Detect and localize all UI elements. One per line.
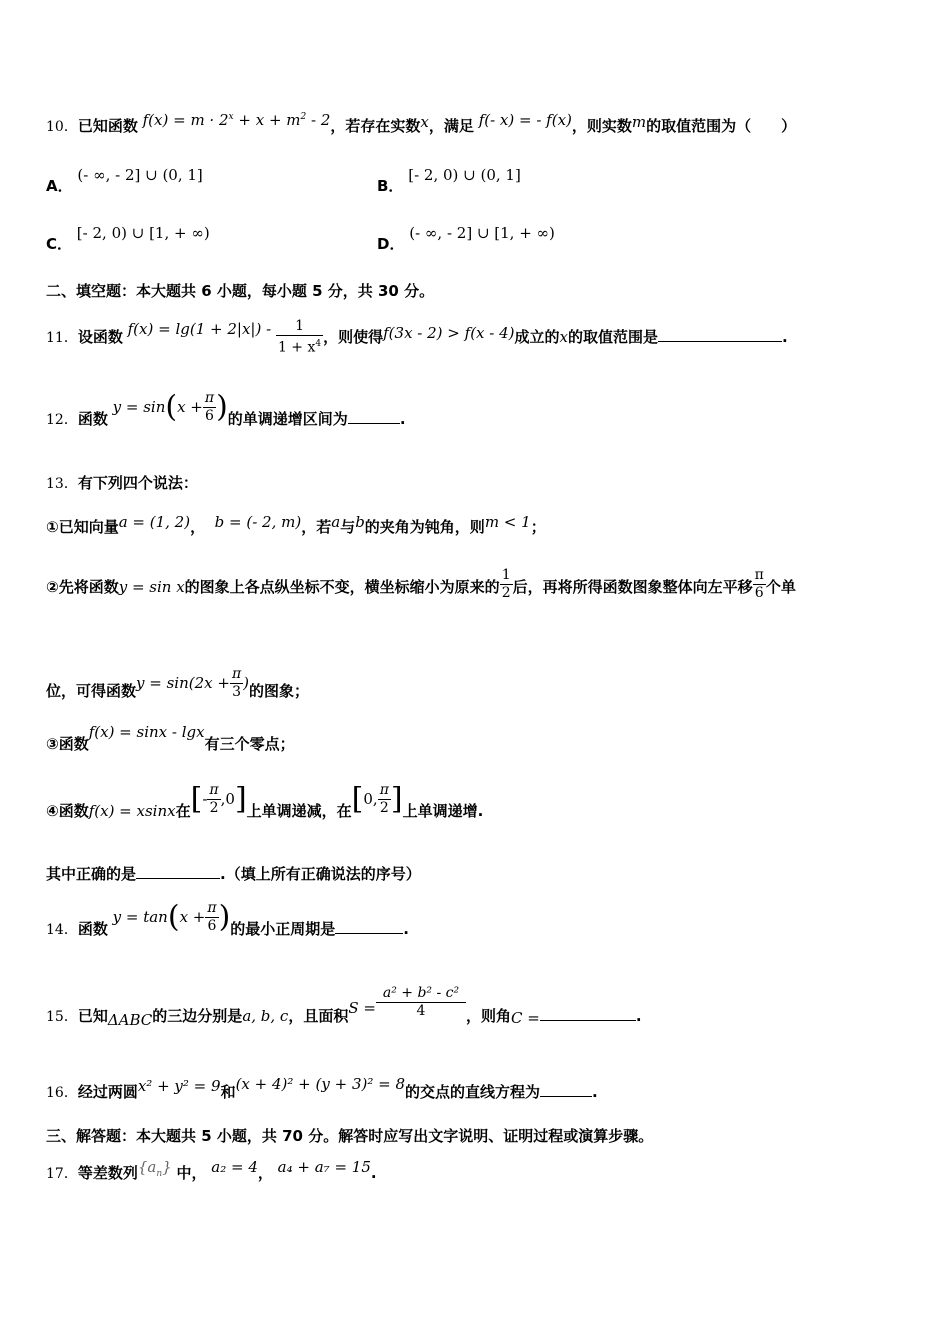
q12-arg: x + — [177, 398, 203, 416]
answer-blank[interactable] — [136, 864, 220, 879]
q11-text-2: ，则使得 — [323, 327, 384, 346]
option-c-label: C． — [46, 235, 73, 253]
option-b-label: B． — [377, 177, 404, 195]
s1-text-4: 的夹角为钝角，则 — [364, 518, 485, 536]
q16-text-2: 和 — [220, 1083, 236, 1101]
question-17 — [46, 1157, 377, 1184]
s1-text-3: 与 — [340, 518, 356, 536]
q15-text-2: 的三边分别是 — [152, 1007, 243, 1025]
q17-sequence: $\{a_n\}$ — [137, 1158, 172, 1179]
q11-text-3: 成立的 — [514, 327, 560, 346]
q12-function: y = sin — [112, 398, 166, 416]
q12-fraction: $\frac{\pi}{6}$ — [204, 390, 215, 424]
s3-function: f(x) = sinx - lgx — [88, 723, 205, 741]
q14-end: . — [403, 920, 409, 938]
q12-paren-open: ( — [165, 389, 178, 425]
question-number: 15． — [46, 1009, 78, 1025]
q10-function: $f(x) = m \cdot 2^x + x + m^2 - 2$ — [142, 111, 331, 129]
option-d-label: D． — [377, 235, 405, 253]
question-10 — [46, 113, 796, 137]
question-number: 14． — [46, 922, 78, 938]
q11-fraction: $\frac{1}{1 + x^4}$ — [277, 318, 322, 356]
q16-circle-2: (x + 4)² + (y + 3)² = 8 — [235, 1075, 405, 1093]
s1-vector-a: a = (1, 2) — [118, 513, 191, 531]
q12-text: 函数 — [77, 410, 108, 428]
question-number: 12． — [46, 412, 78, 428]
answer-blank[interactable] — [348, 409, 400, 424]
q11-text-4: 的取值范围是 — [567, 327, 658, 346]
option-d-value: (- ∞, - 2] ∪ [1, + ∞) — [409, 224, 555, 242]
s4-bracket-close: ] — [234, 781, 247, 817]
s2-fraction-pi3: $\frac{\pi}{3}$ — [231, 666, 242, 700]
answer-blank[interactable] — [540, 1082, 592, 1097]
q11-text: 设函数 — [77, 327, 123, 346]
q13-text: 有下列四个说法： — [77, 474, 198, 492]
s1-vector-b: b = (- 2, m) — [214, 513, 302, 531]
answer-blank[interactable] — [335, 919, 403, 934]
q13-prompt-2: .（填上所有正确说法的序号） — [220, 865, 421, 883]
s2-function: y = sin x — [118, 578, 185, 596]
question-number: 16． — [46, 1085, 78, 1101]
s4-minus: - — [202, 790, 208, 808]
q10-condition: f(- x) = - f(x) — [478, 111, 572, 129]
q15-angle: C = — [511, 1009, 540, 1027]
question-12 — [46, 389, 406, 428]
option-c[interactable] — [46, 222, 210, 253]
s2-text-2: 的图象上各点纵坐标不变，横坐标缩小为原来的 — [184, 578, 500, 596]
option-b[interactable] — [377, 164, 521, 195]
section-3-heading: 三、解答题：本大题共 5 小题，共 70 分。解答时应写出文字说明、证明过程或演算步骤。 — [46, 1127, 654, 1145]
question-number: 11． — [46, 329, 78, 346]
q15-triangle: ΔABC — [107, 1011, 153, 1029]
q14-arg: x + — [179, 908, 206, 926]
q11-function: f(x) = lg(1 + 2|x|) - — [127, 319, 272, 338]
q13-statement-4 — [46, 781, 484, 820]
q17-eq-2: a₄ + a₇ = 15 — [277, 1158, 371, 1176]
q16-end: . — [592, 1083, 598, 1101]
question-16 — [46, 1075, 598, 1101]
q15-text-4: ，则角 — [465, 1007, 511, 1025]
q13-statement-2 — [46, 567, 796, 602]
s4-zero-2: 0, — [363, 790, 378, 808]
s4-text-2: 在 — [175, 802, 191, 820]
q14-text-2: 的最小正周期是 — [230, 920, 336, 938]
q11-inequality: f(3x - 2) > f(x - 4) — [383, 323, 515, 342]
s2-paren: ) — [243, 674, 250, 692]
answer-blank[interactable] — [658, 327, 782, 342]
s1-text: ①已知向量 — [46, 518, 119, 536]
s4-fraction-1: $\frac{\pi}{2}$ — [209, 782, 219, 816]
s4-bracket-open: [ — [190, 781, 203, 817]
s4-text-4: 上单调递增. — [402, 802, 484, 820]
s4-bracket-close-2: ] — [390, 781, 403, 817]
s3-text: ③函数 — [46, 735, 89, 753]
q14-function: y = tan — [112, 908, 168, 926]
question-14 — [46, 899, 409, 938]
q17-eq-1: a₂ = 4 — [211, 1158, 258, 1176]
s2-text: ②先将函数 — [46, 578, 119, 596]
question-11 — [46, 318, 788, 357]
q14-text: 函数 — [77, 920, 108, 938]
s2-text-5: 位，可得函数 — [46, 682, 137, 700]
option-c-value: [- 2, 0) ∪ [1, + ∞) — [76, 224, 210, 242]
q13-question — [46, 864, 421, 884]
q10-var-m: m — [631, 113, 647, 131]
q14-fraction: $\frac{\pi}{6}$ — [207, 900, 217, 934]
s2-fraction-pi6: $\frac{\pi}{6}$ — [754, 567, 764, 601]
q10-var-x: x — [420, 113, 429, 131]
option-a[interactable] — [46, 164, 203, 195]
s1-var-b: b — [355, 513, 365, 531]
s4-text-3: 上单调递减，在 — [246, 802, 352, 820]
question-number: 13． — [46, 476, 78, 492]
s1-comma: ， — [190, 518, 206, 536]
s2-text-6: 的图象； — [249, 682, 310, 700]
s1-text-2: ，若 — [301, 518, 332, 536]
question-15 — [46, 985, 642, 1029]
question-13 — [46, 473, 198, 494]
s2-text-3: 后，再将所得函数图象整体向左平移 — [512, 578, 753, 596]
q15-text-3: ，且面积 — [288, 1007, 349, 1025]
q16-text: 经过两圆 — [77, 1083, 138, 1101]
question-number: 10． — [46, 119, 78, 135]
q10-text-4: ，则实数 — [571, 117, 632, 135]
q13-statement-3 — [46, 723, 295, 753]
s2-result-function: y = sin(2x + — [136, 674, 230, 692]
s1-condition: m < 1 — [484, 513, 531, 531]
option-d[interactable] — [377, 222, 555, 253]
s2-text-4: 个单 — [765, 578, 796, 596]
s2-fraction-half: $\frac{1}{2}$ — [501, 567, 511, 601]
q10-text-3: ，满足 — [428, 117, 474, 135]
q12-end: . — [399, 410, 406, 428]
q17-text: 等差数列 — [77, 1164, 138, 1182]
q13-statement-2-cont — [46, 666, 309, 701]
s1-end: ； — [530, 518, 546, 536]
q15-fraction: $\frac{\text{a² + b² - c²}}{4}$ — [376, 985, 466, 1020]
section-2-heading: 二、填空题：本大题共 6 小题，每小题 5 分，共 30 分。 — [46, 282, 435, 300]
answer-blank[interactable] — [540, 1006, 636, 1021]
q13-prompt: 其中正确的是 — [46, 865, 137, 883]
q17-end: . — [370, 1164, 377, 1182]
q16-text-3: 的交点的直线方程为 — [405, 1083, 541, 1101]
s4-bracket-open-2: [ — [351, 781, 364, 817]
q17-text-2: 中， — [176, 1164, 207, 1182]
q16-circle-1: x² + y² = 9 — [137, 1077, 221, 1095]
q11-end: . — [782, 327, 788, 346]
s4-fraction-2: $\frac{\pi}{2}$ — [379, 782, 389, 816]
q10-text-2: ，若存在实数 — [330, 117, 421, 135]
q15-end: . — [635, 1007, 642, 1025]
q10-text-5: 的取值范围为（ ） — [646, 117, 797, 135]
q13-statement-1 — [46, 512, 546, 536]
option-b-value: [- 2, 0) ∪ (0, 1] — [408, 166, 521, 184]
question-number: 17． — [46, 1166, 78, 1182]
q12-paren-close: ) — [216, 389, 228, 425]
option-a-label: A． — [46, 177, 73, 195]
s4-text: ④函数 — [46, 802, 89, 820]
q14-paren-close: ) — [218, 899, 231, 935]
q17-text-3: ， — [257, 1164, 273, 1182]
option-a-value: (- ∞, - 2] ∪ (0, 1] — [77, 166, 203, 184]
s4-function: f(x) = xsinx — [88, 802, 176, 820]
q14-paren-open: ( — [167, 899, 180, 935]
q12-text-2: 的单调递增区间为 — [227, 410, 348, 428]
q15-area: S = — [348, 999, 376, 1017]
q15-text: 已知 — [77, 1007, 108, 1025]
q10-text: 已知函数 — [77, 117, 138, 135]
q11-var-x: x — [559, 327, 568, 346]
s3-text-2: 有三个零点； — [204, 735, 295, 753]
s4-zero: ,0 — [220, 790, 235, 808]
s1-var-a: a — [331, 513, 341, 531]
q15-sides: a, b, c — [242, 1007, 289, 1025]
